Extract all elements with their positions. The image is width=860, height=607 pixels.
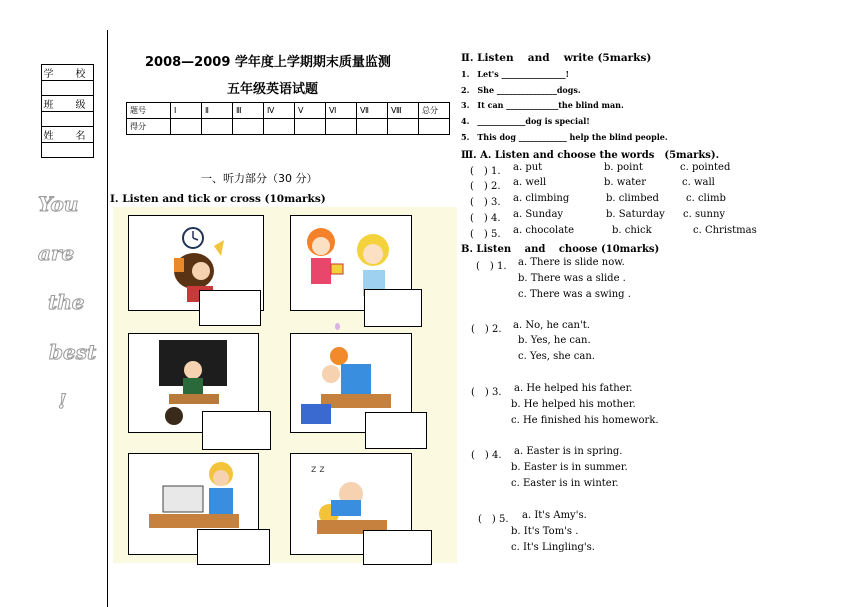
score-table: [126, 102, 450, 135]
answer-option: c. There was a swing .: [518, 289, 631, 300]
school-label: 学 校: [42, 65, 94, 81]
choice-option: a. put: [513, 162, 543, 173]
score-input[interactable]: [202, 119, 233, 135]
score-cell: Ⅷ: [388, 103, 419, 119]
score-table-header-row: [127, 103, 450, 119]
score-cell: Ⅴ: [295, 103, 326, 119]
question-number[interactable]: ( ) 4.: [471, 450, 502, 461]
choice-number[interactable]: ( ) 3.: [470, 197, 501, 208]
choice-option: c. pointed: [680, 162, 731, 173]
write-item[interactable]: 3. It can _____________the blind man.: [461, 100, 624, 110]
part1-title: Ⅰ. Listen and tick or cross (10marks): [110, 193, 326, 205]
part2-title: Ⅱ. Listen and write (5marks): [461, 52, 652, 64]
choice-option: c. climb: [686, 193, 726, 204]
choice-option: a. well: [513, 177, 547, 188]
score-input[interactable]: [264, 119, 295, 135]
question-number[interactable]: ( ) 2.: [471, 324, 502, 335]
answer-box[interactable]: [202, 411, 271, 450]
answer-box[interactable]: [364, 289, 422, 327]
answer-option: a. It's Amy's.: [522, 510, 587, 521]
answer-box[interactable]: [199, 290, 261, 326]
student-info-table: [41, 64, 94, 158]
score-cell: Ⅵ: [326, 103, 357, 119]
answer-option: b. It's Tom's .: [511, 526, 579, 537]
score-cell: 得分: [127, 119, 171, 135]
motto-word: the: [48, 290, 85, 314]
choice-option: b. climbed: [606, 193, 659, 204]
motto-word: !: [58, 389, 67, 413]
answer-option: b. Yes, he can.: [518, 335, 591, 346]
choice-number[interactable]: ( ) 2.: [470, 181, 501, 192]
score-cell: 题号: [127, 103, 171, 119]
score-table-score-row: [127, 119, 450, 135]
score-input[interactable]: [295, 119, 326, 135]
svg-text:z z: z z: [311, 464, 325, 475]
choice-number[interactable]: ( ) 4.: [470, 213, 501, 224]
answer-option: a. He helped his father.: [514, 383, 633, 394]
exam-title: 2008—2009 学年度上学期期末质量监测: [145, 55, 391, 70]
score-input[interactable]: [419, 119, 450, 135]
choice-option: a. climbing: [513, 193, 570, 204]
name-field[interactable]: [42, 143, 94, 158]
score-input[interactable]: [388, 119, 419, 135]
choice-option: a. chocolate: [513, 225, 575, 236]
decorative-dot: [335, 323, 340, 330]
answer-option: c. He finished his homework.: [511, 415, 659, 426]
answer-box[interactable]: [197, 529, 270, 565]
choice-option: c. wall: [682, 177, 715, 188]
answer-box[interactable]: [363, 530, 432, 565]
motto-word: are: [38, 241, 75, 265]
question-number[interactable]: ( ) 3.: [471, 387, 502, 398]
answer-option: c. Easter is in winter.: [511, 478, 619, 489]
score-input[interactable]: [326, 119, 357, 135]
part3b-title: B. Listen and choose (10marks): [461, 244, 660, 255]
class-field[interactable]: [42, 112, 94, 127]
answer-option: a. There is slide now.: [518, 257, 625, 268]
score-input[interactable]: [171, 119, 202, 135]
motto-word: You: [38, 192, 79, 216]
choice-number[interactable]: ( ) 5.: [470, 229, 501, 240]
motto-word: best: [49, 340, 97, 364]
answer-box[interactable]: [365, 412, 427, 449]
answer-option: b. Easter is in summer.: [511, 462, 628, 473]
choice-number[interactable]: ( ) 1.: [470, 166, 501, 177]
score-cell: Ⅰ: [171, 103, 202, 119]
school-field[interactable]: [42, 81, 94, 96]
write-item[interactable]: 4. ____________dog is special!: [461, 116, 590, 126]
write-item[interactable]: 2. She _______________dogs.: [461, 85, 581, 95]
score-input[interactable]: [233, 119, 264, 135]
answer-option: a. Easter is in spring.: [514, 446, 623, 457]
choice-option: b. point: [604, 162, 643, 173]
question-number[interactable]: ( ) 1.: [476, 261, 507, 272]
score-cell: Ⅶ: [357, 103, 388, 119]
binding-line: [107, 30, 108, 607]
write-item[interactable]: 1. Let's ________________!: [461, 69, 570, 79]
choice-option: b. chick: [612, 225, 652, 236]
choice-option: c. Christmas: [693, 225, 757, 236]
listening-section-heading: 一、听力部分（30 分）: [201, 172, 318, 185]
choice-option: b. water: [604, 177, 646, 188]
score-cell: Ⅱ: [202, 103, 233, 119]
class-label: 班 级: [42, 96, 94, 112]
choice-option: b. Saturday: [606, 209, 665, 220]
choice-option: a. Sunday: [513, 209, 564, 220]
score-cell: 总分: [419, 103, 450, 119]
score-cell: Ⅲ: [233, 103, 264, 119]
name-label: 姓 名: [42, 127, 94, 143]
part3a-title: Ⅲ. A. Listen and choose the words (5marks).: [461, 150, 720, 161]
score-input[interactable]: [357, 119, 388, 135]
picture-panel: [113, 207, 457, 563]
answer-option: a. No, he can't.: [513, 320, 590, 331]
answer-option: c. It's Lingling's.: [511, 542, 595, 553]
score-cell: Ⅳ: [264, 103, 295, 119]
exam-subtitle: 五年级英语试题: [227, 82, 319, 97]
answer-option: c. Yes, she can.: [518, 351, 595, 362]
write-item[interactable]: 5. This dog ____________ help the blind people.: [461, 132, 668, 142]
choice-option: c. sunny: [683, 209, 726, 220]
answer-option: b. He helped his mother.: [511, 399, 636, 410]
question-number[interactable]: ( ) 5.: [478, 514, 509, 525]
answer-option: b. There was a slide .: [518, 273, 626, 284]
